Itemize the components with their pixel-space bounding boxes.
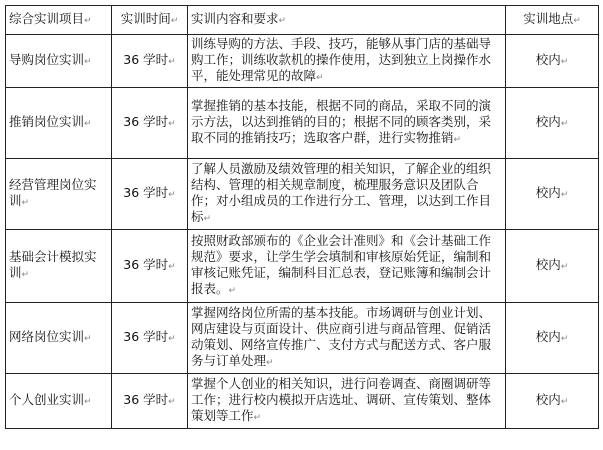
table-row	[6, 35, 599, 88]
table-row	[6, 374, 599, 429]
content-cell: 掌握网络岗位所需的基本技能。市场调研与创业计划、网店建设与页面设计、供应商引进与商品管理、促销活动策划、网络宣传推广、支付方式与配送方式、客户服务与订单处理↵	[188, 303, 506, 374]
table-row	[6, 159, 599, 230]
location-cell: 校内↵	[506, 230, 599, 303]
location-cell: 校内↵	[506, 159, 599, 230]
project-cell: 基础会计模拟实训↵	[6, 230, 112, 303]
table-row	[6, 303, 599, 374]
content-cell: 训练导购的方法、手段、技巧，能够从事门店的基础导购工作；训练收款机的操作使用，达到独立上岗操作水平，能处理常见的故障↵	[188, 35, 506, 88]
header-location: 实训地点↵	[506, 6, 599, 35]
header-row	[6, 6, 599, 35]
header-project: 综合实训项目↵	[6, 6, 112, 35]
content-cell: 按照财政部颁布的《企业会计准则》和《会计基础工作规范》要求，让学生学会填制和审核原始凭证，编制和审核记账凭证，编制科目汇总表，登记账簿和编制会计报表。↵	[188, 230, 506, 303]
time-cell: 36 学时↵	[112, 303, 188, 374]
content-cell: 掌握个人创业的相关知识，进行问卷调查、商圈调研等工作；进行校内模拟开店选址、调研、宣传策划、整体策划等工作↵	[188, 374, 506, 429]
location-cell: 校内↵	[506, 35, 599, 88]
project-cell: 推销岗位实训↵	[6, 88, 112, 159]
project-cell: 导购岗位实训↵	[6, 35, 112, 88]
time-cell: 36 学时↵	[112, 159, 188, 230]
time-cell: 36 学时↵	[112, 88, 188, 159]
time-cell: 36 学时↵	[112, 35, 188, 88]
table-row	[6, 230, 599, 303]
header-time: 实训时间↵	[112, 6, 188, 35]
time-cell: 36 学时↵	[112, 230, 188, 303]
location-cell: 校内↵	[506, 374, 599, 429]
project-cell: 个人创业实训↵	[6, 374, 112, 429]
table-row	[6, 88, 599, 159]
time-cell: 36 学时↵	[112, 374, 188, 429]
location-cell: 校内↵	[506, 88, 599, 159]
content-cell: 了解人员激励及绩效管理的相关知识，了解企业的组织结构、管理的相关规章制度，梳理服务意识及团队合作；对小组成员的工作进行分工、管理，以达到工作目标↵	[188, 159, 506, 230]
header-content: 实训内容和要求↵	[188, 6, 506, 35]
project-cell: 经营管理岗位实训↵	[6, 159, 112, 230]
location-cell: 校内↵	[506, 303, 599, 374]
content-cell: 掌握推销的基本技能，根据不同的商品，采取不同的演示方法，以达到推销的目的；根据不同的顾客类别，采取不同的推销技巧；选取客户群，进行实物推销↵	[188, 88, 506, 159]
project-cell: 网络岗位实训↵	[6, 303, 112, 374]
training-table	[5, 5, 599, 429]
